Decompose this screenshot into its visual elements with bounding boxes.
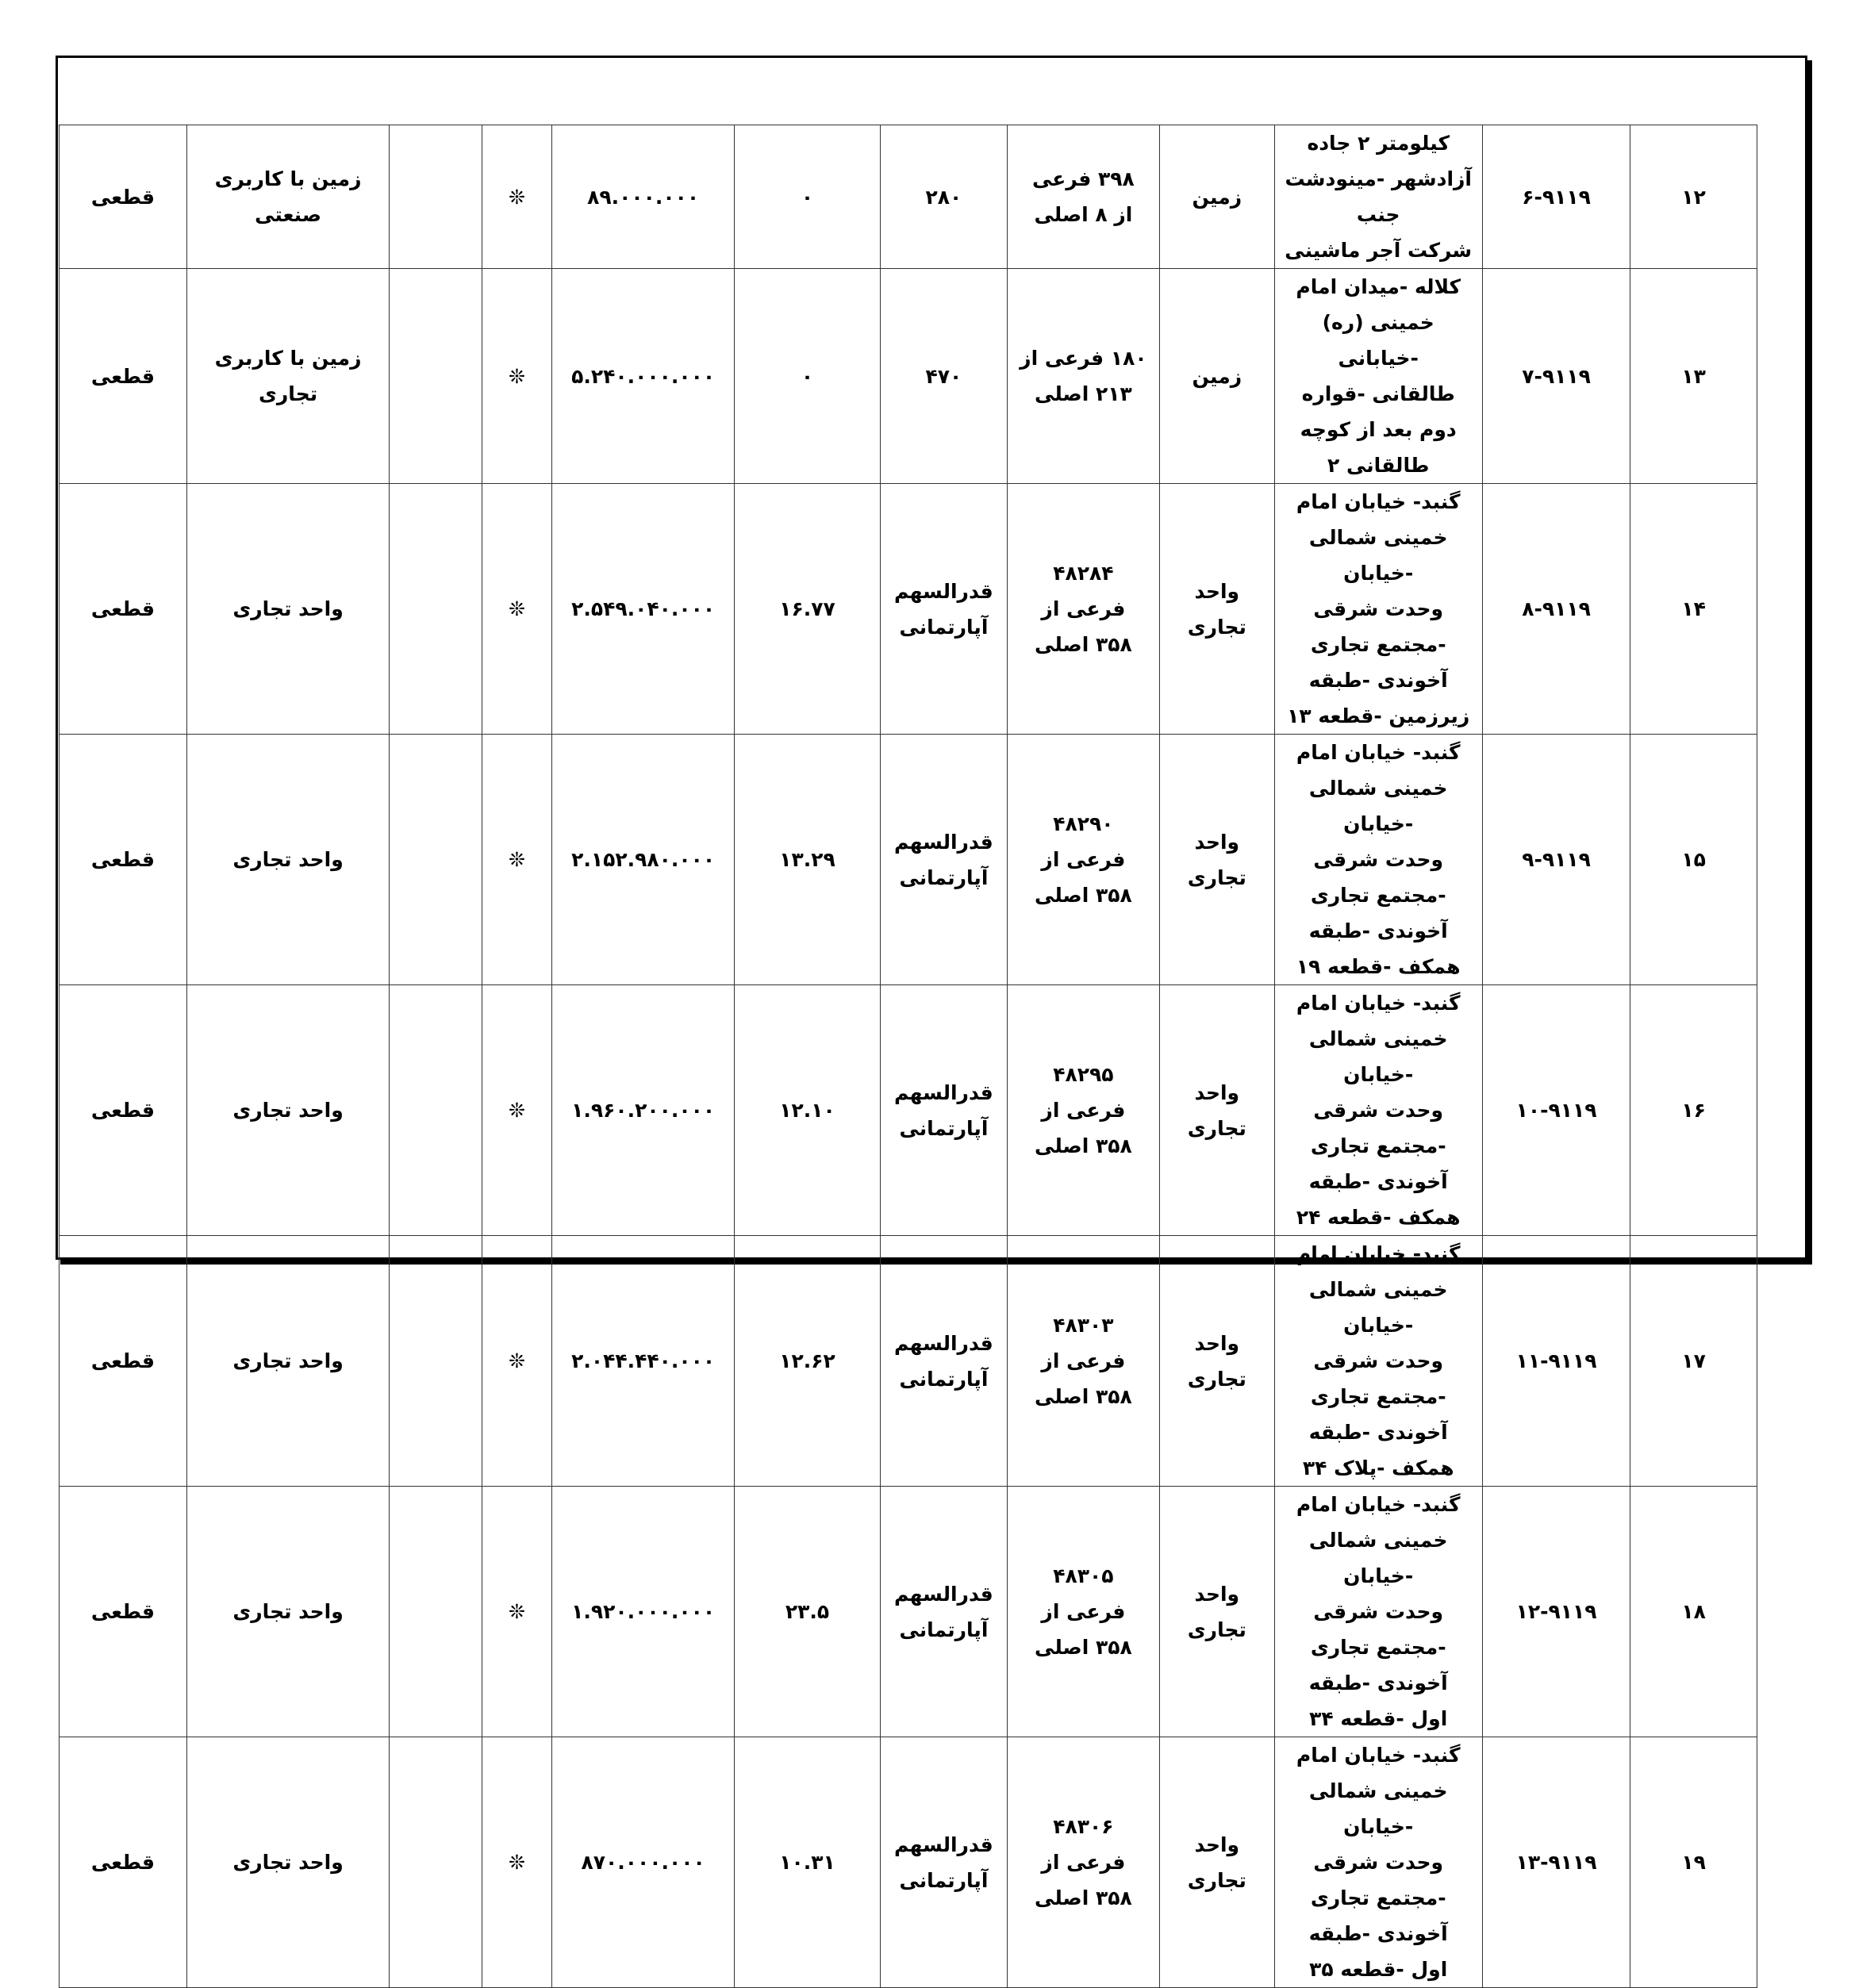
usage-cell: واحد تجاری xyxy=(186,1236,389,1487)
address-cell: گنبد- خیابان امام خمینی شمالی -خیابان وحدت شرقی -مجتمع تجاری آخوندی -طبقه همکف -پلاک ۳۴ xyxy=(1274,1236,1482,1487)
usage-cell: واحد تجاری xyxy=(186,1487,389,1737)
registry-plate-cell: ۴۸۲۹۵ فرعی از ۳۵۸ اصلی xyxy=(1007,985,1159,1236)
price-cell: ۱.۹۶۰.۲۰۰.۰۰۰ xyxy=(552,985,735,1236)
table-row xyxy=(60,269,1757,484)
code-cell: ۱۱-۹۱۱۹ xyxy=(1482,1236,1630,1487)
code-cell: ۱۰-۹۱۱۹ xyxy=(1482,985,1630,1236)
row-number: ۱۲ xyxy=(1630,125,1757,269)
usage-cell: زمین با کاربری تجاری xyxy=(186,269,389,484)
row-number: ۱۸ xyxy=(1630,1487,1757,1737)
usage-cell: واحد تجاری xyxy=(186,1737,389,1988)
code-cell: ۷-۹۱۱۹ xyxy=(1482,269,1630,484)
empty-cell xyxy=(390,484,482,735)
status-cell: قطعی xyxy=(60,735,187,985)
empty-cell xyxy=(390,735,482,985)
mark-cell: ❊ xyxy=(482,269,552,484)
code-cell: ۱۳-۹۱۱۹ xyxy=(1482,1737,1630,1988)
table-row xyxy=(60,1487,1757,1737)
address-cell: گنبد- خیابان امام خمینی شمالی -خیابان وحدت شرقی -مجتمع تجاری آخوندی -طبقه زیرزمین -قطعه ۱۳ xyxy=(1274,484,1482,735)
mark-cell: ❊ xyxy=(482,735,552,985)
address-cell: کلاله -میدان امام خمینی (ره) -خیابانی طالقانی -قواره دوم بعد از کوچه طالقانی ۲ xyxy=(1274,269,1482,484)
property-type-cell: واحد تجاری xyxy=(1160,1487,1275,1737)
price-cell: ۵.۲۴۰.۰۰۰.۰۰۰ xyxy=(552,269,735,484)
mark-cell: ❊ xyxy=(482,1737,552,1988)
share-cell: ۱۳.۲۹ xyxy=(734,735,880,985)
empty-cell xyxy=(390,125,482,269)
empty-cell xyxy=(390,269,482,484)
area-cell: ۴۷۰ xyxy=(881,269,1008,484)
registry-plate-cell: ۴۸۲۸۴ فرعی از ۳۵۸ اصلی xyxy=(1007,484,1159,735)
code-cell: ۶-۹۱۱۹ xyxy=(1482,125,1630,269)
property-type-cell: واحد تجاری xyxy=(1160,985,1275,1236)
area-cell: ۲۸۰ xyxy=(881,125,1008,269)
price-cell: ۸۷۰.۰۰۰.۰۰۰ xyxy=(552,1737,735,1988)
table-row xyxy=(60,985,1757,1236)
status-cell: قطعی xyxy=(60,484,187,735)
registry-plate-cell: ۴۸۲۹۰ فرعی از ۳۵۸ اصلی xyxy=(1007,735,1159,985)
code-cell: ۸-۹۱۱۹ xyxy=(1482,484,1630,735)
row-number: ۱۴ xyxy=(1630,484,1757,735)
row-number: ۱۵ xyxy=(1630,735,1757,985)
share-cell: ۰ xyxy=(734,269,880,484)
usage-cell: واحد تجاری xyxy=(186,985,389,1236)
property-type-cell: واحد تجاری xyxy=(1160,735,1275,985)
status-cell: قطعی xyxy=(60,1487,187,1737)
share-cell: ۱۰.۳۱ xyxy=(734,1737,880,1988)
empty-cell xyxy=(390,1487,482,1737)
table-row xyxy=(60,735,1757,985)
row-number: ۱۷ xyxy=(1630,1236,1757,1487)
usage-cell: واحد تجاری xyxy=(186,735,389,985)
property-table xyxy=(59,125,1757,1988)
price-cell: ۲.۱۵۲.۹۸۰.۰۰۰ xyxy=(552,735,735,985)
row-number: ۱۹ xyxy=(1630,1737,1757,1988)
mark-cell: ❊ xyxy=(482,1487,552,1737)
registry-plate-cell: ۴۸۳۰۵ فرعی از ۳۵۸ اصلی xyxy=(1007,1487,1159,1737)
table-row xyxy=(60,1737,1757,1988)
table-row xyxy=(60,125,1757,269)
price-cell: ۸۹.۰۰۰.۰۰۰ xyxy=(552,125,735,269)
status-cell: قطعی xyxy=(60,1737,187,1988)
empty-cell xyxy=(390,1737,482,1988)
property-type-cell: واحد تجاری xyxy=(1160,1737,1275,1988)
status-cell: قطعی xyxy=(60,269,187,484)
area-cell: قدرالسهم آپارتمانی xyxy=(881,484,1008,735)
share-cell: ۰ xyxy=(734,125,880,269)
mark-cell: ❊ xyxy=(482,1236,552,1487)
row-number: ۱۶ xyxy=(1630,985,1757,1236)
registry-plate-cell: ۴۸۳۰۳ فرعی از ۳۵۸ اصلی xyxy=(1007,1236,1159,1487)
share-cell: ۱۶.۷۷ xyxy=(734,484,880,735)
usage-cell: زمین با کاربری صنعتی xyxy=(186,125,389,269)
empty-cell xyxy=(390,985,482,1236)
address-cell: گنبد- خیابان امام خمینی شمالی -خیابان وحدت شرقی -مجتمع تجاری آخوندی -طبقه اول -قطعه ۳۵ xyxy=(1274,1737,1482,1988)
status-cell: قطعی xyxy=(60,985,187,1236)
table-row xyxy=(60,1236,1757,1487)
mark-cell: ❊ xyxy=(482,484,552,735)
property-type-cell: واحد تجاری xyxy=(1160,484,1275,735)
status-cell: قطعی xyxy=(60,1236,187,1487)
address-cell: گنبد- خیابان امام خمینی شمالی -خیابان وحدت شرقی -مجتمع تجاری آخوندی -طبقه همکف -قطعه ۱۹ xyxy=(1274,735,1482,985)
usage-cell: واحد تجاری xyxy=(186,484,389,735)
table-row xyxy=(60,484,1757,735)
row-number: ۱۳ xyxy=(1630,269,1757,484)
property-type-cell: واحد تجاری xyxy=(1160,1236,1275,1487)
registry-plate-cell: ۴۸۳۰۶ فرعی از ۳۵۸ اصلی xyxy=(1007,1737,1159,1988)
share-cell: ۱۲.۱۰ xyxy=(734,985,880,1236)
registry-plate-cell: ۳۹۸ فرعی از ۸ اصلی xyxy=(1007,125,1159,269)
empty-cell xyxy=(390,1236,482,1487)
address-cell: گنبد- خیابان امام خمینی شمالی -خیابان وحدت شرقی -مجتمع تجاری آخوندی -طبقه اول -قطعه ۳۴ xyxy=(1274,1487,1482,1737)
address-cell: کیلومتر ۲ جاده آزادشهر -مینودشت جنب شرکت آجر ماشینی xyxy=(1274,125,1482,269)
area-cell: قدرالسهم آپارتمانی xyxy=(881,1737,1008,1988)
address-cell: گنبد- خیابان امام خمینی شمالی -خیابان وحدت شرقی -مجتمع تجاری آخوندی -طبقه همکف -قطعه ۲۴ xyxy=(1274,985,1482,1236)
area-cell: قدرالسهم آپارتمانی xyxy=(881,985,1008,1236)
status-cell: قطعی xyxy=(60,125,187,269)
share-cell: ۲۳.۵ xyxy=(734,1487,880,1737)
area-cell: قدرالسهم آپارتمانی xyxy=(881,1236,1008,1487)
code-cell: ۱۲-۹۱۱۹ xyxy=(1482,1487,1630,1737)
mark-cell: ❊ xyxy=(482,985,552,1236)
code-cell: ۹-۹۱۱۹ xyxy=(1482,735,1630,985)
share-cell: ۱۲.۶۲ xyxy=(734,1236,880,1487)
mark-cell: ❊ xyxy=(482,125,552,269)
price-cell: ۲.۵۴۹.۰۴۰.۰۰۰ xyxy=(552,484,735,735)
property-type-cell: زمین xyxy=(1160,269,1275,484)
area-cell: قدرالسهم آپارتمانی xyxy=(881,735,1008,985)
property-type-cell: زمین xyxy=(1160,125,1275,269)
price-cell: ۲.۰۴۴.۴۴۰.۰۰۰ xyxy=(552,1236,735,1487)
registry-plate-cell: ۱۸۰ فرعی از ۲۱۳ اصلی xyxy=(1007,269,1159,484)
area-cell: قدرالسهم آپارتمانی xyxy=(881,1487,1008,1737)
price-cell: ۱.۹۲۰.۰۰۰.۰۰۰ xyxy=(552,1487,735,1737)
